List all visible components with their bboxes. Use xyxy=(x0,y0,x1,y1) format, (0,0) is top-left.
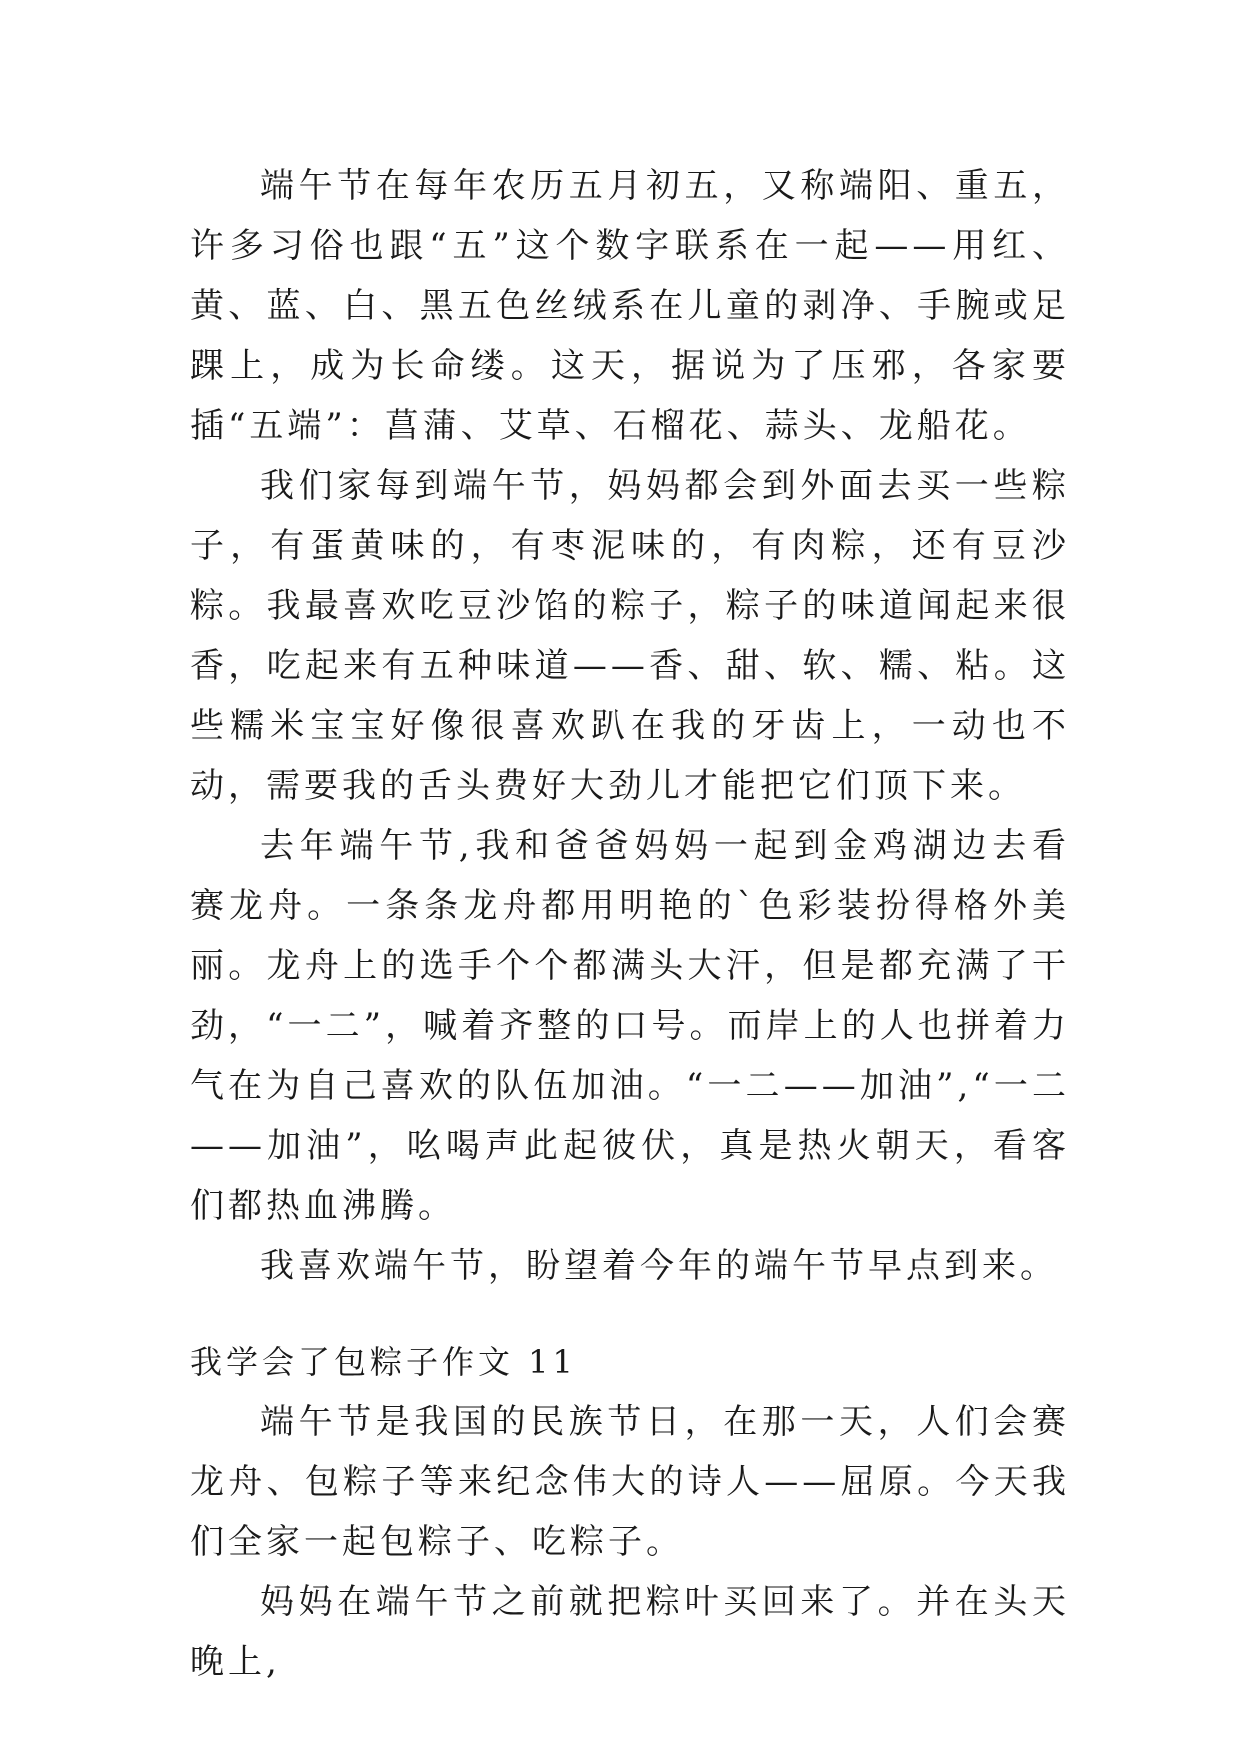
paragraph-closing: 我喜欢端午节，盼望着今年的端午节早点到来。 xyxy=(260,1246,1058,1286)
paragraph-preparation: 妈妈在端午节之前就把粽叶买回来了。并在头天晚上, xyxy=(190,1582,1070,1682)
essay-body xyxy=(190,156,1070,1692)
paragraph-customs: 端午节在每年农历五月初五，又称端阳、重五，许多习俗也跟“五”这个数字联系在一起——用红、黄、蓝、白、黑五色丝绒系在儿童的剥净、手腕或足踝上，成为长命缕。这天，据说为了压邪，各家要插“五端”：菖蒲、艾草、石榴花、蒜头、龙船花。 xyxy=(190,166,1070,446)
essay-title: 我学会了包粽子作文 11 xyxy=(190,1343,577,1381)
paragraph-intro: 端午节是我国的民族节日，在那一天，人们会赛龙舟、包粽子等来纪念伟大的诗人——屈原。今天我们全家一起包粽子、吃粽子。 xyxy=(190,1402,1070,1562)
paragraph-zongzi-flavors: 我们家每到端午节，妈妈都会到外面去买一些粽子，有蛋黄味的，有枣泥味的，有肉粽，还有豆沙粽。我最喜欢吃豆沙馅的粽子，粽子的味道闻起来很香，吃起来有五种味道——香、甜、软、糯、粘。这些糯米宝宝好像很喜欢趴在我的牙齿上，一动也不动，需要我的舌头费好大劲儿才能把它们顶下来。 xyxy=(190,466,1070,806)
paragraph-dragon-boat: 去年端午节,我和爸爸妈妈一起到金鸡湖边去看赛龙舟。一条条龙舟都用明艳的`色彩装扮得格外美丽。龙舟上的选手个个都满头大汗，但是都充满了干劲，“一二”，喊着齐整的口号。而岸上的人也拼着力气在为自己喜欢的队伍加油。“一二——加油”,“一二——加油”，吆喝声此起彼伏，真是热火朝天，看客们都热血沸腾。 xyxy=(190,826,1070,1226)
